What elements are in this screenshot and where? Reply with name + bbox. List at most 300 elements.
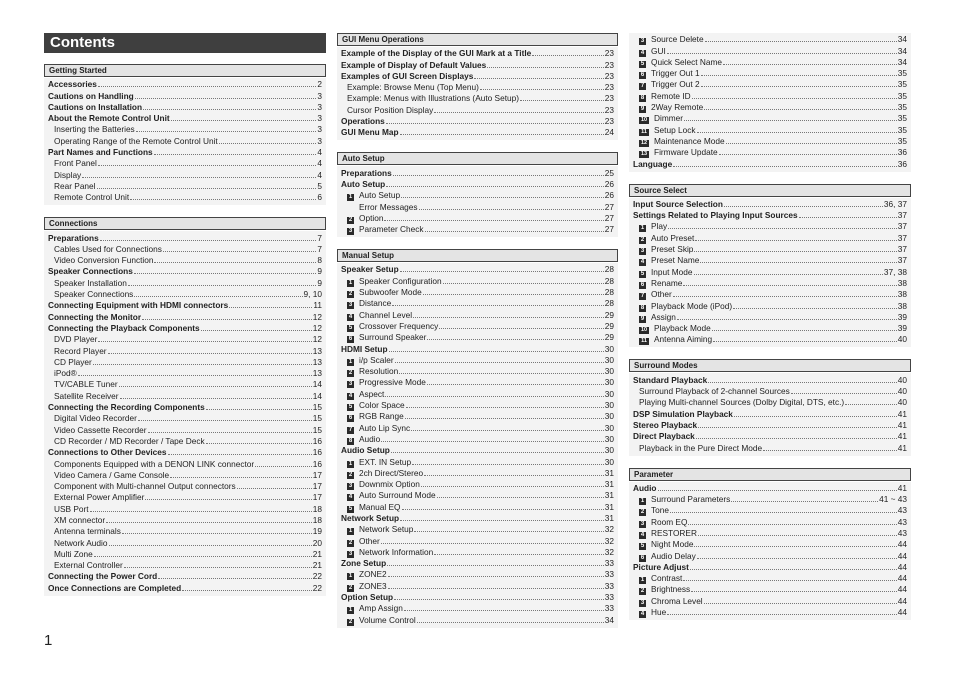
toc-entry[interactable] bbox=[629, 102, 911, 113]
toc-entry[interactable] bbox=[629, 431, 911, 442]
dot-leader bbox=[434, 112, 604, 113]
entry-page: 17 bbox=[312, 492, 322, 503]
dot-leader bbox=[419, 209, 604, 210]
entry-page: 27 bbox=[604, 212, 614, 223]
dot-leader bbox=[694, 274, 883, 275]
toc-entry[interactable] bbox=[629, 584, 911, 595]
entry-title: Distance bbox=[359, 298, 392, 309]
item-number-badge: 3 bbox=[348, 381, 353, 388]
toc-entry[interactable] bbox=[44, 113, 326, 124]
toc-entry[interactable] bbox=[44, 560, 326, 571]
entry-page: 15 bbox=[312, 413, 322, 424]
dot-leader bbox=[845, 404, 897, 405]
entry-title: Satellite Receiver bbox=[54, 390, 119, 401]
dot-leader bbox=[163, 251, 316, 252]
toc-entry[interactable] bbox=[44, 147, 326, 158]
item-number-badge: 3 bbox=[640, 248, 645, 255]
toc-entry[interactable] bbox=[629, 199, 911, 210]
toc-entry[interactable] bbox=[337, 445, 618, 456]
dot-leader bbox=[154, 154, 317, 155]
entry-title: Stereo Playback bbox=[633, 419, 698, 430]
toc-section bbox=[44, 64, 326, 205]
entry-page: 13 bbox=[312, 368, 322, 379]
toc-entry[interactable] bbox=[44, 503, 326, 514]
entry-title: Option Setup bbox=[341, 592, 394, 603]
dot-leader bbox=[734, 416, 897, 417]
toc-section bbox=[629, 184, 911, 348]
toc-entry[interactable] bbox=[337, 48, 618, 59]
item-number-badge: 4 bbox=[640, 531, 645, 538]
item-number-badge: 5 bbox=[640, 60, 645, 67]
dot-leader bbox=[171, 120, 317, 121]
toc-entry[interactable] bbox=[44, 345, 326, 356]
entry-title: Rename bbox=[651, 277, 683, 288]
toc-entry[interactable] bbox=[629, 408, 911, 419]
entry-page: 30 bbox=[604, 377, 614, 388]
toc-entry[interactable] bbox=[44, 323, 326, 334]
entry-page: 31 bbox=[604, 490, 614, 501]
entry-title: Surround Playback of 2-channel Sources bbox=[639, 386, 790, 397]
item-number-badge: 3 bbox=[348, 302, 353, 309]
dot-leader bbox=[394, 599, 604, 600]
toc-entry[interactable] bbox=[337, 213, 618, 224]
toc-entry[interactable] bbox=[44, 181, 326, 192]
entry-page: 36, 37 bbox=[883, 198, 907, 209]
toc-section bbox=[629, 33, 911, 172]
entry-page: 16 bbox=[312, 435, 322, 446]
entry-title: Playback Mode bbox=[654, 323, 711, 334]
dot-leader bbox=[98, 165, 316, 166]
toc-entry[interactable] bbox=[337, 569, 618, 580]
item-number-badge: 11 bbox=[639, 338, 649, 345]
toc-entry[interactable] bbox=[629, 79, 911, 90]
toc-entry[interactable] bbox=[44, 158, 326, 169]
toc-entry[interactable] bbox=[44, 357, 326, 368]
toc-entry[interactable] bbox=[629, 158, 911, 169]
contents-column-3 bbox=[629, 33, 911, 632]
toc-entry[interactable] bbox=[337, 71, 618, 82]
entry-title: Example: Menus with Illustrations (Auto Setup) bbox=[347, 93, 520, 104]
toc-entry[interactable] bbox=[337, 513, 618, 524]
dot-leader bbox=[724, 206, 883, 207]
toc-entry[interactable] bbox=[337, 275, 618, 286]
dot-leader bbox=[695, 240, 896, 241]
toc-entry[interactable] bbox=[629, 232, 911, 243]
toc-entry[interactable] bbox=[44, 368, 326, 379]
entry-page: 23 bbox=[604, 93, 614, 104]
toc-entry[interactable] bbox=[337, 93, 618, 104]
dot-leader bbox=[386, 123, 604, 124]
toc-entry[interactable] bbox=[337, 535, 618, 546]
entry-title: USB Port bbox=[54, 503, 89, 514]
toc-entry[interactable] bbox=[337, 332, 618, 343]
entry-page: 35 bbox=[897, 68, 907, 79]
toc-entry[interactable] bbox=[44, 300, 326, 311]
toc-entry[interactable] bbox=[44, 135, 326, 146]
entry-page: 41 bbox=[897, 482, 907, 493]
entry-title: Hue bbox=[651, 607, 667, 618]
entry-title: Remote ID bbox=[651, 90, 691, 101]
entry-title: Brightness bbox=[651, 584, 691, 595]
toc-entry[interactable] bbox=[629, 113, 911, 124]
toc-entry[interactable] bbox=[337, 366, 618, 377]
entry-page: 34 bbox=[897, 56, 907, 67]
entry-page: 39 bbox=[897, 311, 907, 322]
dot-leader bbox=[520, 100, 604, 101]
entry-page: 35 bbox=[897, 124, 907, 135]
toc-entry[interactable] bbox=[337, 580, 618, 591]
toc-entry[interactable] bbox=[629, 562, 911, 573]
toc-entry[interactable] bbox=[337, 264, 618, 275]
toc-entry[interactable] bbox=[44, 390, 326, 401]
entry-page: 31 bbox=[604, 501, 614, 512]
toc-entry[interactable] bbox=[629, 300, 911, 311]
toc-entry[interactable] bbox=[337, 388, 618, 399]
entry-title: Video Conversion Function bbox=[54, 255, 154, 266]
item-number-badge: 13 bbox=[640, 151, 648, 158]
toc-entry[interactable] bbox=[337, 434, 618, 445]
dot-leader bbox=[128, 285, 317, 286]
entry-page: 13 bbox=[312, 345, 322, 356]
entry-title: CD Player bbox=[54, 356, 92, 367]
entry-page: 35 bbox=[897, 113, 907, 124]
dot-leader bbox=[401, 197, 604, 198]
item-number-badge: 2 bbox=[348, 370, 353, 377]
toc-entry[interactable] bbox=[629, 397, 911, 408]
toc-entry[interactable] bbox=[44, 413, 326, 424]
toc-entry[interactable] bbox=[629, 386, 911, 397]
toc-entry[interactable] bbox=[44, 515, 326, 526]
entry-page: 40 bbox=[897, 386, 907, 397]
toc-entry[interactable] bbox=[44, 549, 326, 560]
toc-entry[interactable] bbox=[44, 537, 326, 548]
toc-entry[interactable] bbox=[44, 255, 326, 266]
toc-entry[interactable] bbox=[629, 323, 911, 334]
toc-entry[interactable] bbox=[337, 343, 618, 354]
dot-leader bbox=[130, 199, 316, 200]
toc-entry[interactable] bbox=[337, 127, 618, 138]
toc-entry[interactable] bbox=[337, 287, 618, 298]
toc-entry[interactable] bbox=[337, 547, 618, 558]
dot-leader bbox=[684, 120, 897, 121]
item-number-badge: 4 bbox=[348, 313, 353, 320]
toc-entry[interactable] bbox=[629, 505, 911, 516]
toc-entry[interactable] bbox=[629, 278, 911, 289]
toc-entry[interactable] bbox=[629, 539, 911, 550]
entry-title: CD Recorder / MD Recorder / Tape Deck bbox=[54, 435, 205, 446]
toc-entry[interactable] bbox=[629, 57, 911, 68]
toc-entry[interactable] bbox=[337, 422, 618, 433]
entry-title: Speaker Connections bbox=[48, 266, 133, 277]
toc-entry[interactable] bbox=[629, 483, 911, 494]
toc-entry[interactable] bbox=[629, 442, 911, 453]
dot-leader bbox=[381, 441, 604, 442]
entry-page: 28 bbox=[604, 275, 614, 286]
toc-entry[interactable] bbox=[44, 334, 326, 345]
toc-entry[interactable] bbox=[44, 289, 326, 300]
toc-entry[interactable] bbox=[629, 210, 911, 221]
dot-leader bbox=[78, 375, 312, 376]
toc-entry[interactable] bbox=[629, 595, 911, 606]
item-number-badge: 1 bbox=[348, 528, 353, 535]
entry-title: Connections to Other Devices bbox=[48, 447, 167, 458]
entry-title: Chroma Level bbox=[651, 595, 703, 606]
entry-title: Speaker Setup bbox=[341, 264, 399, 275]
dot-leader bbox=[417, 622, 604, 623]
toc-entry[interactable] bbox=[337, 377, 618, 388]
dot-leader bbox=[412, 464, 604, 465]
toc-entry[interactable] bbox=[629, 45, 911, 56]
toc-entry[interactable] bbox=[337, 479, 618, 490]
toc-entry[interactable] bbox=[629, 607, 911, 618]
entry-page: 14 bbox=[312, 379, 322, 390]
toc-entry[interactable] bbox=[337, 614, 618, 625]
dot-leader bbox=[421, 486, 604, 487]
entry-page: 38 bbox=[897, 277, 907, 288]
entry-title: Source Delete bbox=[651, 34, 704, 45]
entry-title: Once Connections are Completed bbox=[48, 582, 182, 593]
toc-entry[interactable] bbox=[629, 255, 911, 266]
dot-leader bbox=[384, 220, 603, 221]
dot-leader bbox=[399, 373, 604, 374]
page-number: 1 bbox=[44, 632, 53, 649]
entry-page: 44 bbox=[897, 573, 907, 584]
toc-entry[interactable] bbox=[629, 90, 911, 101]
toc-entry[interactable] bbox=[44, 192, 326, 203]
dot-leader bbox=[134, 273, 317, 274]
toc-entry[interactable] bbox=[337, 201, 618, 212]
toc-entry[interactable] bbox=[629, 420, 911, 431]
entry-title: Surround Parameters bbox=[651, 494, 731, 505]
entry-page: 11 bbox=[313, 300, 322, 311]
dot-leader bbox=[170, 477, 312, 478]
entry-title: Preparations bbox=[48, 232, 99, 243]
dot-leader bbox=[143, 109, 316, 110]
toc-entry[interactable] bbox=[44, 571, 326, 582]
item-number-badge: 1 bbox=[348, 194, 353, 201]
toc-entry[interactable] bbox=[629, 289, 911, 300]
dot-leader bbox=[229, 307, 312, 308]
entry-page: 3 bbox=[317, 135, 322, 146]
toc-entry[interactable] bbox=[629, 550, 911, 561]
dot-leader bbox=[385, 396, 603, 397]
entry-page: 20 bbox=[312, 537, 322, 548]
dot-leader bbox=[119, 386, 312, 387]
item-number-badge: 1 bbox=[640, 225, 645, 232]
dot-leader bbox=[423, 294, 604, 295]
entry-title: Example of the Display of the GUI Mark at a Title bbox=[341, 48, 532, 59]
entry-page: 12 bbox=[312, 322, 322, 333]
entry-page: 30 bbox=[604, 456, 614, 467]
dot-leader bbox=[733, 308, 897, 309]
item-number-badge: 4 bbox=[640, 49, 645, 56]
entry-title: Cautions on Handling bbox=[48, 90, 134, 101]
entry-page: 18 bbox=[312, 503, 322, 514]
item-number-badge: 1 bbox=[348, 573, 353, 580]
dot-leader bbox=[206, 409, 312, 410]
entry-page: 41 bbox=[897, 419, 907, 430]
toc-entry[interactable] bbox=[44, 582, 326, 593]
toc-entry[interactable] bbox=[337, 224, 618, 235]
entry-page: 44 bbox=[897, 561, 907, 572]
dot-leader bbox=[201, 330, 312, 331]
toc-entry[interactable] bbox=[629, 374, 911, 385]
toc-entry[interactable] bbox=[337, 82, 618, 93]
toc-entry[interactable] bbox=[629, 266, 911, 277]
toc-entry[interactable] bbox=[44, 232, 326, 243]
toc-entry[interactable] bbox=[337, 456, 618, 467]
entry-page: 23 bbox=[604, 116, 614, 127]
entry-title: Part Names and Functions bbox=[48, 147, 153, 158]
toc-entry[interactable] bbox=[337, 309, 618, 320]
item-number-badge: 4 bbox=[348, 494, 353, 501]
toc-entry[interactable] bbox=[337, 501, 618, 512]
entry-page: 38 bbox=[897, 289, 907, 300]
toc-entry[interactable] bbox=[629, 244, 911, 255]
entry-page: 30 bbox=[604, 354, 614, 365]
toc-entry[interactable] bbox=[44, 266, 326, 277]
dot-leader bbox=[701, 86, 897, 87]
entry-page: 44 bbox=[897, 595, 907, 606]
dot-leader bbox=[719, 154, 897, 155]
entry-title: Auto Preset bbox=[651, 232, 695, 243]
toc-entry[interactable] bbox=[337, 321, 618, 332]
toc-entry[interactable] bbox=[629, 136, 911, 147]
entry-title: Auto Surround Mode bbox=[359, 490, 436, 501]
toc-entry[interactable] bbox=[337, 104, 618, 115]
toc-entry[interactable] bbox=[337, 592, 618, 603]
entry-page: 4 bbox=[317, 158, 322, 169]
item-number-badge: 12 bbox=[640, 139, 648, 146]
entry-page: 3 bbox=[317, 90, 322, 101]
toc-entry[interactable] bbox=[629, 147, 911, 158]
toc-entry[interactable] bbox=[44, 436, 326, 447]
toc-entry[interactable] bbox=[629, 573, 911, 584]
toc-entry[interactable] bbox=[44, 90, 326, 101]
toc-entry[interactable] bbox=[44, 458, 326, 469]
entry-page: 34 bbox=[604, 614, 614, 625]
entry-title: Error Messages bbox=[359, 201, 418, 212]
toc-entry[interactable] bbox=[337, 468, 618, 479]
toc-entry[interactable] bbox=[44, 492, 326, 503]
toc-entry[interactable] bbox=[44, 470, 326, 481]
toc-entry[interactable] bbox=[44, 79, 326, 90]
entry-title: Trigger Out 1 bbox=[651, 68, 700, 79]
toc-entry[interactable] bbox=[337, 298, 618, 309]
toc-entry[interactable] bbox=[629, 312, 911, 323]
toc-entry[interactable] bbox=[44, 311, 326, 322]
toc-entry[interactable] bbox=[337, 190, 618, 201]
item-number-badge: 9 bbox=[640, 315, 645, 322]
toc-entry[interactable] bbox=[44, 379, 326, 390]
entry-title: Components Equipped with a DENON LINK connector bbox=[54, 458, 255, 469]
toc-entry[interactable] bbox=[629, 334, 911, 345]
toc-entry[interactable] bbox=[629, 494, 911, 505]
entry-page: 28 bbox=[604, 287, 614, 298]
toc-entry[interactable] bbox=[44, 244, 326, 255]
entry-page: 30 bbox=[604, 411, 614, 422]
toc-entry[interactable] bbox=[44, 124, 326, 135]
dot-leader bbox=[392, 305, 603, 306]
toc-entry[interactable] bbox=[337, 179, 618, 190]
toc-entry[interactable] bbox=[44, 424, 326, 435]
toc-section bbox=[337, 249, 618, 628]
entry-page: 21 bbox=[312, 548, 322, 559]
item-number-badge: 8 bbox=[640, 304, 645, 311]
entry-title: Playback in the Pure Direct Mode bbox=[639, 442, 763, 453]
toc-entry[interactable] bbox=[337, 59, 618, 70]
entry-title: Network Setup bbox=[341, 512, 400, 523]
entry-page: 30 bbox=[604, 422, 614, 433]
toc-entry[interactable] bbox=[337, 558, 618, 569]
dot-leader bbox=[713, 341, 897, 342]
dot-leader bbox=[142, 319, 312, 320]
dot-leader bbox=[98, 341, 311, 342]
entry-title: Network Audio bbox=[54, 537, 108, 548]
toc-entry[interactable] bbox=[44, 526, 326, 537]
entry-page: 30 bbox=[604, 400, 614, 411]
entry-page: 34 bbox=[897, 34, 907, 45]
toc-entry[interactable] bbox=[337, 490, 618, 501]
toc-entry[interactable] bbox=[44, 447, 326, 458]
entry-page: 23 bbox=[604, 104, 614, 115]
dot-leader bbox=[100, 240, 317, 241]
dot-leader bbox=[402, 509, 604, 510]
toc-entry[interactable] bbox=[629, 34, 911, 45]
dot-leader bbox=[154, 262, 316, 263]
entry-title: GUI Menu Map bbox=[341, 127, 399, 138]
item-number-badge: 1 bbox=[348, 358, 353, 365]
item-number-badge: 7 bbox=[640, 83, 645, 90]
toc-entry[interactable] bbox=[629, 221, 911, 232]
entry-page: 9 bbox=[317, 266, 322, 277]
dot-leader bbox=[381, 543, 604, 544]
toc-entry[interactable] bbox=[337, 167, 618, 178]
toc-entry[interactable] bbox=[337, 603, 618, 614]
toc-entry[interactable] bbox=[337, 355, 618, 366]
toc-entry[interactable] bbox=[44, 481, 326, 492]
entry-title: Antenna terminals bbox=[54, 526, 121, 537]
item-number-badge: 3 bbox=[348, 550, 353, 557]
toc-entry[interactable] bbox=[629, 516, 911, 527]
dot-leader bbox=[158, 578, 312, 579]
entry-title: Language bbox=[633, 158, 673, 169]
dot-leader bbox=[405, 418, 604, 419]
toc-entry[interactable] bbox=[629, 68, 911, 79]
entry-title: Accessories bbox=[48, 79, 97, 90]
toc-entry[interactable] bbox=[629, 124, 911, 135]
entry-title: DSP Simulation Playback bbox=[633, 408, 733, 419]
entry-title: Auto Lip Sync bbox=[359, 422, 411, 433]
entry-title: Zone Setup bbox=[341, 558, 387, 569]
toc-entry[interactable] bbox=[44, 102, 326, 113]
entry-page: 8 bbox=[317, 255, 322, 266]
toc-entry[interactable] bbox=[44, 402, 326, 413]
item-number-badge: 5 bbox=[348, 505, 353, 512]
toc-entry[interactable] bbox=[337, 411, 618, 422]
toc-entry[interactable] bbox=[629, 528, 911, 539]
entry-title: Display bbox=[54, 169, 82, 180]
toc-entry[interactable] bbox=[337, 524, 618, 535]
toc-entry[interactable] bbox=[44, 169, 326, 180]
entry-page: 9, 10 bbox=[303, 289, 322, 300]
item-number-badge: 5 bbox=[640, 270, 645, 277]
toc-entry[interactable] bbox=[337, 116, 618, 127]
entry-title: DVD Player bbox=[54, 334, 98, 345]
section-header: Manual Setup bbox=[337, 249, 618, 262]
toc-entry[interactable] bbox=[337, 400, 618, 411]
toc-entry[interactable] bbox=[44, 277, 326, 288]
